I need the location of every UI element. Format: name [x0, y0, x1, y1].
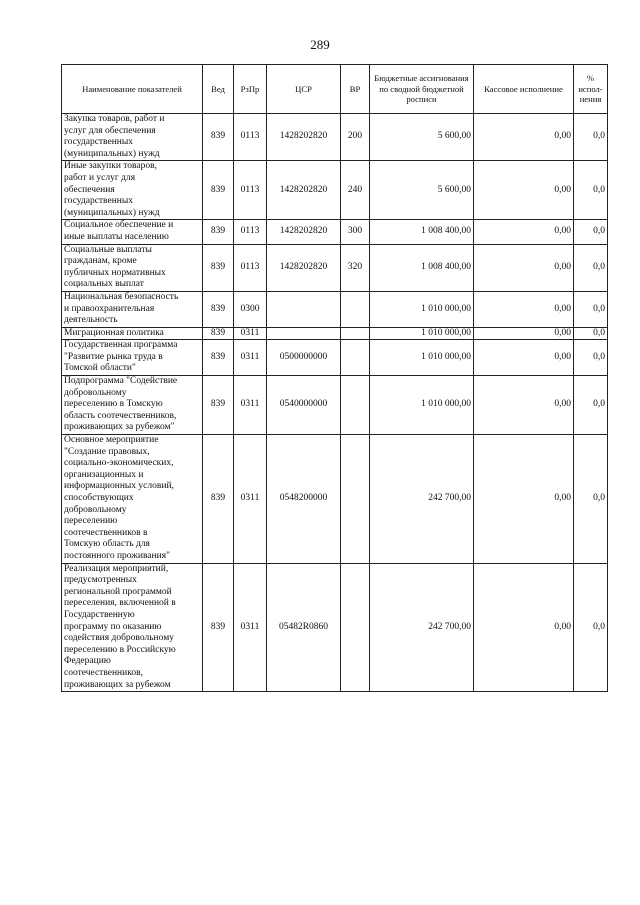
- cell-name: [62, 161, 203, 220]
- cell-rzpr: 0113: [234, 220, 267, 244]
- header-csr: ЦСР: [267, 65, 341, 114]
- cell-name-line: государственных: [64, 196, 134, 207]
- cell-cash-execution: 0,00: [474, 220, 574, 244]
- cell-ved: 839: [203, 244, 234, 291]
- cell-name-line: переселению в Томскую: [64, 399, 163, 410]
- cell-name: [62, 291, 203, 327]
- cell-name-line: постоянного проживания": [64, 550, 170, 561]
- cell-cash-execution: 0,00: [474, 563, 574, 692]
- cell-name-line: Закупка товаров, работ и: [64, 114, 165, 124]
- cell-csr: 1428202820: [267, 161, 341, 220]
- page-number: 289: [310, 37, 330, 52]
- cell-rzpr: 0113: [234, 244, 267, 291]
- cell-name-line: "Создание правовых,: [64, 446, 150, 457]
- cell-cash-execution: 0,00: [474, 244, 574, 291]
- cell-name-line: соотечественников,: [64, 667, 143, 678]
- cell-rzpr: 0300: [234, 291, 267, 327]
- cell-vr: 240: [341, 161, 370, 220]
- cell-name-line: информационных условий,: [64, 481, 174, 492]
- cell-name-line: Федерацию: [64, 656, 111, 667]
- cell-name-line: соотечественников в: [64, 527, 148, 538]
- cell-csr: [267, 327, 341, 340]
- budget-execution-table: [61, 64, 608, 692]
- cell-cash-execution: 0,00: [474, 340, 574, 376]
- cell-name-line: Государственную: [64, 609, 135, 620]
- cell-name-line: проживающих за рубежом": [64, 422, 175, 433]
- cell-name-line: способствующих: [64, 493, 134, 503]
- cell-percent-execution: 0,0: [574, 244, 608, 291]
- header-vr: ВР: [341, 65, 370, 114]
- cell-name-line: гражданам, кроме: [64, 256, 137, 267]
- cell-name-line: социально-экономических,: [64, 458, 174, 469]
- cell-percent-execution: 0,0: [574, 114, 608, 161]
- header-ved: Вед: [203, 65, 234, 114]
- cell-assignments: 1 010 000,00: [370, 291, 474, 327]
- header-rzpr: РзПр: [234, 65, 267, 114]
- table-row: [62, 340, 608, 376]
- cell-name-line: добровольному: [64, 387, 127, 398]
- cell-percent-execution: 0,0: [574, 340, 608, 376]
- table-row: [62, 327, 608, 340]
- cell-name-line: проживающих за рубежом: [64, 679, 171, 690]
- cell-name-line: публичных нормативных: [64, 267, 166, 278]
- cell-assignments: 1 010 000,00: [370, 340, 474, 376]
- cell-rzpr: 0113: [234, 161, 267, 220]
- cell-name-line: переселения, включенной в: [64, 598, 176, 609]
- cell-csr: [267, 291, 341, 327]
- cell-csr: 1428202820: [267, 220, 341, 244]
- cell-csr: 1428202820: [267, 114, 341, 161]
- cell-ved: 839: [203, 327, 234, 340]
- cell-name-line: иные выплаты населению: [64, 231, 169, 242]
- header-cash-execution: Кассовое исполнение: [474, 65, 574, 114]
- cell-name: [62, 435, 203, 564]
- table-body: [62, 114, 608, 692]
- table-row: [62, 376, 608, 435]
- cell-ved: 839: [203, 340, 234, 376]
- cell-cash-execution: 0,00: [474, 291, 574, 327]
- cell-cash-execution: 0,00: [474, 435, 574, 564]
- cell-percent-execution: 0,0: [574, 161, 608, 220]
- cell-rzpr: 0113: [234, 114, 267, 161]
- cell-vr: [341, 376, 370, 435]
- table-row: [62, 114, 608, 161]
- cell-name-line: переселению в Российскую: [64, 644, 176, 655]
- cell-name-line: переселению: [64, 516, 118, 527]
- cell-assignments: 242 700,00: [370, 435, 474, 564]
- cell-name: [62, 340, 203, 376]
- cell-assignments: 1 008 400,00: [370, 220, 474, 244]
- cell-name: [62, 327, 203, 340]
- cell-rzpr: 0311: [234, 327, 267, 340]
- table-row: [62, 161, 608, 220]
- header-percent-execution: % испол-нения: [574, 65, 608, 114]
- cell-name-line: Иные закупки товаров,: [64, 161, 157, 172]
- cell-name-line: (муниципальных) нужд: [64, 207, 160, 218]
- cell-name-line: организационных и: [64, 469, 144, 480]
- cell-percent-execution: 0,0: [574, 563, 608, 692]
- cell-rzpr: 0311: [234, 563, 267, 692]
- cell-name-line: Томской области": [64, 363, 136, 374]
- cell-name-line: добровольному: [64, 504, 127, 515]
- cell-name-line: региональной программой: [64, 586, 172, 597]
- cell-csr: 0540000000: [267, 376, 341, 435]
- cell-csr: 0500000000: [267, 340, 341, 376]
- cell-name: [62, 376, 203, 435]
- cell-name-line: Социальное обеспечение и: [64, 220, 174, 231]
- cell-ved: 839: [203, 435, 234, 564]
- cell-cash-execution: 0,00: [474, 376, 574, 435]
- cell-name-line: и правоохранительная: [64, 303, 155, 314]
- cell-csr: 05482R0860: [267, 563, 341, 692]
- cell-name: [62, 563, 203, 692]
- cell-vr: [341, 563, 370, 692]
- cell-percent-execution: 0,0: [574, 220, 608, 244]
- cell-assignments: 5 600,00: [370, 161, 474, 220]
- cell-name-line: программу по оказанию: [64, 621, 162, 632]
- cell-ved: 839: [203, 220, 234, 244]
- cell-name-line: социальных выплат: [64, 279, 144, 290]
- cell-percent-execution: 0,0: [574, 435, 608, 564]
- cell-name-line: обеспечения: [64, 184, 115, 195]
- table-row: [62, 435, 608, 564]
- cell-ved: 839: [203, 376, 234, 435]
- cell-name-line: Социальные выплаты: [64, 244, 152, 255]
- cell-name-line: Реализация мероприятий,: [64, 563, 169, 574]
- cell-name-line: предусмотренных: [64, 575, 137, 586]
- cell-assignments: 242 700,00: [370, 563, 474, 692]
- cell-name-line: государственных: [64, 137, 134, 148]
- cell-percent-execution: 0,0: [574, 376, 608, 435]
- cell-name: [62, 220, 203, 244]
- table-header-row: [62, 65, 608, 114]
- cell-ved: 839: [203, 114, 234, 161]
- table-row: [62, 563, 608, 692]
- cell-ved: 839: [203, 161, 234, 220]
- cell-name-line: Подпрограмма "Содействие: [64, 376, 178, 387]
- cell-vr: 200: [341, 114, 370, 161]
- cell-vr: [341, 340, 370, 376]
- cell-name-line: деятельность: [64, 315, 118, 326]
- cell-cash-execution: 0,00: [474, 114, 574, 161]
- table-row: [62, 244, 608, 291]
- cell-name-line: "Развитие рынка труда в: [64, 351, 163, 362]
- cell-csr: 1428202820: [267, 244, 341, 291]
- cell-ved: 839: [203, 291, 234, 327]
- cell-name-line: Основное мероприятие: [64, 435, 159, 446]
- cell-name-line: область соотечественников,: [64, 410, 177, 421]
- cell-name-line: содействия добровольному: [64, 633, 174, 644]
- table-row: [62, 220, 608, 244]
- cell-rzpr: 0311: [234, 435, 267, 564]
- cell-vr: [341, 327, 370, 340]
- table-row: [62, 291, 608, 327]
- cell-name-line: Национальная безопасность: [64, 291, 179, 302]
- cell-name-line: услуг для обеспечения: [64, 125, 156, 136]
- cell-name-line: Томскую область для: [64, 539, 150, 550]
- cell-name-line: (муниципальных) нужд: [64, 148, 160, 159]
- header-assignments: Бюджетные ассигнования по сводной бюджетной росписи: [370, 65, 474, 114]
- cell-name: [62, 244, 203, 291]
- cell-name-line: Государственная программа: [64, 340, 178, 351]
- header-name: Наименование показателей: [62, 65, 203, 114]
- cell-cash-execution: 0,00: [474, 161, 574, 220]
- cell-assignments: 1 008 400,00: [370, 244, 474, 291]
- cell-cash-execution: 0,00: [474, 327, 574, 340]
- cell-percent-execution: 0,0: [574, 291, 608, 327]
- cell-rzpr: 0311: [234, 340, 267, 376]
- cell-assignments: 1 010 000,00: [370, 376, 474, 435]
- cell-name: [62, 114, 203, 161]
- cell-vr: 320: [341, 244, 370, 291]
- cell-vr: 300: [341, 220, 370, 244]
- cell-assignments: 1 010 000,00: [370, 327, 474, 340]
- cell-csr: 0548200000: [267, 435, 341, 564]
- cell-rzpr: 0311: [234, 376, 267, 435]
- cell-vr: [341, 291, 370, 327]
- cell-name-line: работ и услуг для: [64, 172, 136, 183]
- cell-percent-execution: 0,0: [574, 327, 608, 340]
- cell-name-line: Миграционная политика: [64, 327, 164, 338]
- cell-assignments: 5 600,00: [370, 114, 474, 161]
- cell-vr: [341, 435, 370, 564]
- cell-ved: 839: [203, 563, 234, 692]
